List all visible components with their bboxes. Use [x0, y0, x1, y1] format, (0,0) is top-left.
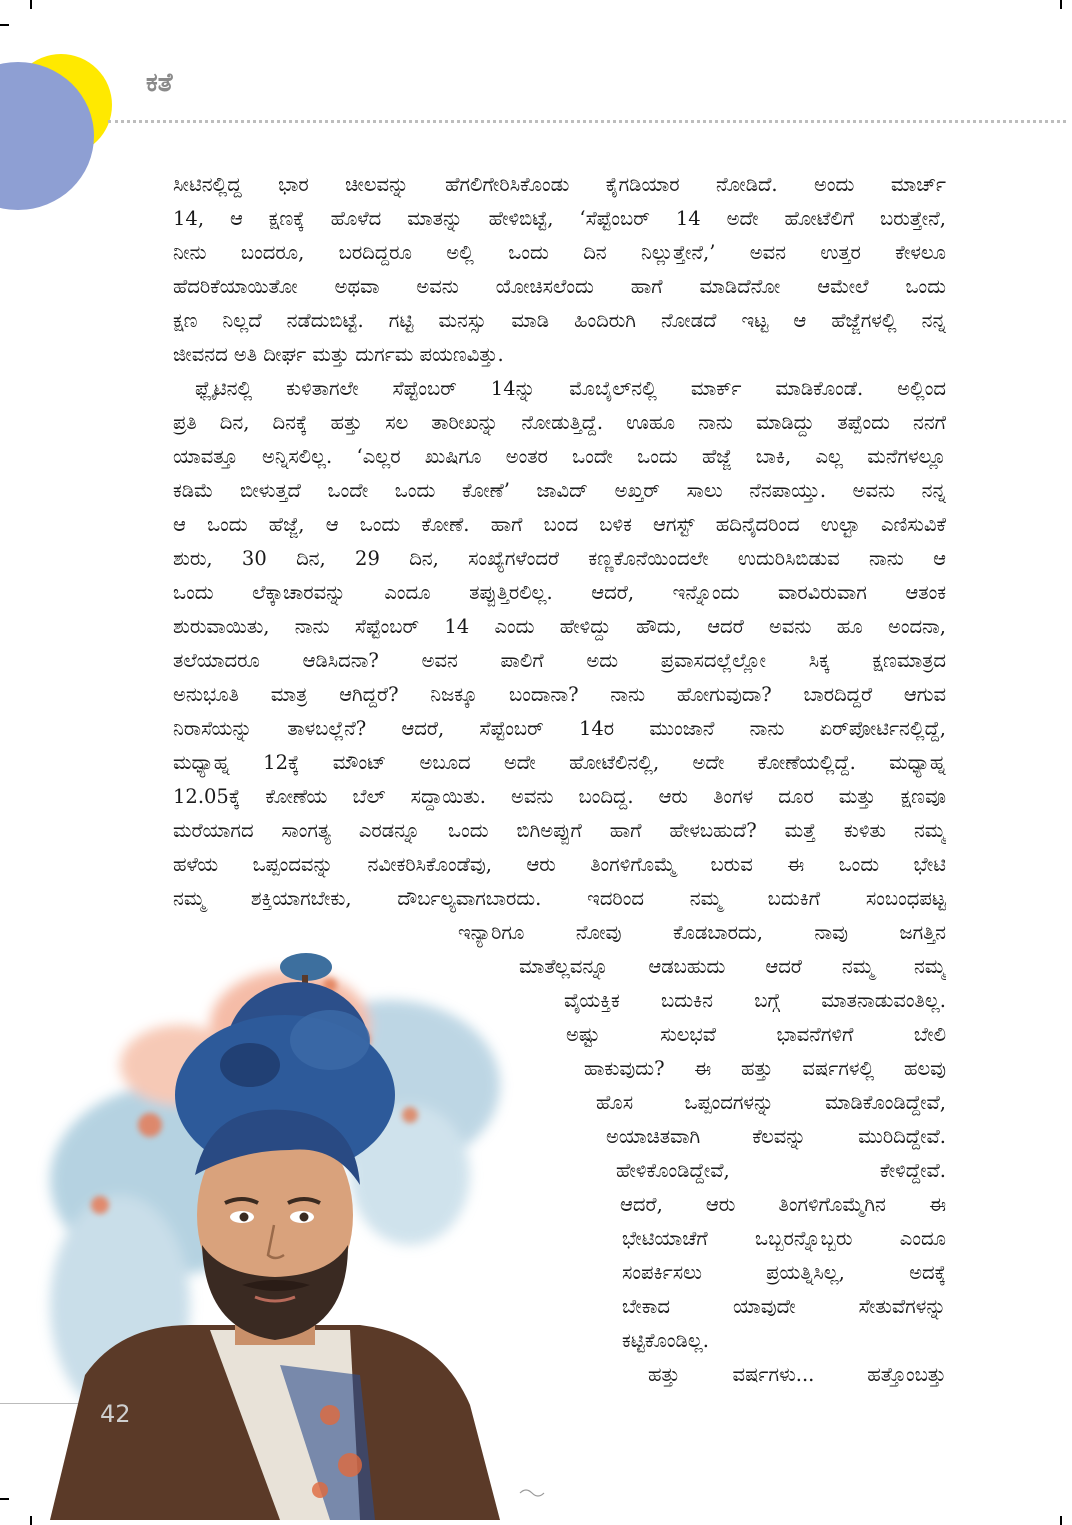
text-line: ಹಳೆಯ ಒಪ್ಪಂದವನ್ನು ನವೀಕರಿಸಿಕೊಂಡೆವು, ಆರು ತಿಂಗಳಿಗೊಮ್ಮೆ ಬರುವ ಈ ಒಂದು ಭೇಟಿ: [173, 853, 946, 876]
crop-mark: [1060, 0, 1062, 9]
wrap-text-line: ಹೊಸ ಒಪ್ಪಂದಗಳನ್ನು ಮಾಡಿಕೊಂಡಿದ್ದೇವೆ,: [596, 1091, 946, 1114]
text-line: ನಿರಾಸೆಯನ್ನು ತಾಳಬಲ್ಲೆನೆ? ಆದರೆ, ಸೆಪ್ಟೆಂಬರ್ 14ರ ಮುಂಜಾನೆ ನಾನು ಏರ್‌ಪೋರ್ಟಿನಲ್ಲಿದ್ದೆ,: [173, 717, 946, 740]
dotted-divider: [108, 120, 1066, 123]
wrap-text-line: ಹತ್ತು ವರ್ಷಗಳು... ಹತ್ತೊಂಬತ್ತು: [648, 1363, 946, 1386]
text-line: ನೀನು ಬಂದರೂ, ಬರದಿದ್ದರೂ ಅಲ್ಲಿ ಒಂದು ದಿನ ನಿಲ್ಲುತ್ತೇನೆ,’ ಅವನ ಉತ್ತರ ಕೇಳಲೂ: [173, 241, 946, 264]
text-line: ಒಂದು ಲೆಕ್ಕಾಚಾರವನ್ನು ಎಂದೂ ತಪ್ಪುತ್ತಿರಲಿಲ್ಲ. ಆದರೆ, ಇನ್ನೊಂದು ವಾರವಿರುವಾಗ ಆತಂಕ: [173, 581, 946, 604]
wrap-text-line: ಆದರೆ, ಆರು ತಿಂಗಳಿಗೊಮ್ಮೆಗಿನ ಈ: [620, 1193, 946, 1216]
text-line: ಮರೆಯಾಗದ ಸಾಂಗತ್ಯ ಎರಡನ್ನೂ ಒಂದು ಬಿಗಿಅಪ್ಪುಗೆ ಹಾಗೆ ಹೇಳಬಹುದೆ? ಮತ್ತೆ ಕುಳಿತು ನಮ್ಮ: [173, 819, 946, 842]
wrap-text-line: ಹಾಕುವುದು? ಈ ಹತ್ತು ವರ್ಷಗಳಲ್ಲಿ ಹಲವು: [584, 1057, 946, 1080]
text-line: ಯಾವತ್ತೂ ಅನ್ನಿಸಲಿಲ್ಲ. ‘ಎಲ್ಲರ ಖುಷಿಗೂ ಅಂತರ ಒಂದೇ ಒಂದು ಹೆಜ್ಜೆ ಬಾಕಿ, ಎಲ್ಲ ಮನೆಗಳಲ್ಲೂ: [173, 445, 946, 468]
page-number: 42: [100, 1400, 131, 1428]
wrap-text-line: ಬೇಕಾದ ಯಾವುದೇ ಸೇತುವೆಗಳನ್ನು: [622, 1295, 946, 1318]
text-line: ಕಡಿಮೆ ಬೀಳುತ್ತದೆ ಒಂದೇ ಒಂದು ಕೋಣೆ’ ಜಾವಿದ್ ಅಖ್ತರ್ ಸಾಲು ನೆನಪಾಯ್ತು. ಅವನು ನನ್ನ: [173, 479, 946, 502]
text-line: ಪ್ರತಿ ದಿನ, ದಿನಕ್ಕೆ ಹತ್ತು ಸಲ ತಾರೀಖನ್ನು ನೋಡುತ್ತಿದ್ದೆ. ಊಹೂ ನಾನು ಮಾಡಿದ್ದು ತಪ್ಪೆಂದು ನನಗೆ: [173, 411, 946, 434]
portrait-illustration: [30, 945, 565, 1520]
crop-mark: [0, 1498, 9, 1500]
wrap-text-line: ಕಟ್ಟಿಕೊಂಡಿಲ್ಲ.: [622, 1329, 709, 1352]
text-line: ಸೀಟಿನಲ್ಲಿದ್ದ ಭಾರ ಚೀಲವನ್ನು ಹೆಗಲಿಗೇರಿಸಿಕೊಂಡು ಕೈಗಡಿಯಾರ ನೋಡಿದೆ. ಅಂದು ಮಾರ್ಚ್: [173, 173, 946, 196]
text-line: 14, ಆ ಕ್ಷಣಕ್ಕೆ ಹೊಳೆದ ಮಾತನ್ನು ಹೇಳಿಬಿಟ್ಟೆ, ‘ಸೆಪ್ಟೆಂಬರ್ 14 ಅದೇ ಹೋಟೆಲಿಗೆ ಬರುತ್ತೇನೆ,: [173, 207, 946, 230]
text-line: ಕ್ಷಣ ನಿಲ್ಲದೆ ನಡೆದುಬಿಟ್ಟೆ. ಗಟ್ಟಿ ಮನಸ್ಸು ಮಾಡಿ ಹಿಂದಿರುಗಿ ನೋಡದೆ ಇಟ್ಟ ಆ ಹೆಜ್ಜೆಗಳಲ್ಲಿ ನನ್ನ: [173, 309, 946, 332]
text-line: ಆ ಒಂದು ಹೆಜ್ಜೆ, ಆ ಒಂದು ಕೋಣೆ. ಹಾಗೆ ಬಂದ ಬಳಿಕ ಆಗಸ್ಟ್ ಹದಿನೈದರಿಂದ ಉಲ್ಟಾ ಎಣಿಸುವಿಕೆ: [173, 513, 946, 536]
story-text: [173, 168, 946, 916]
text-line: ಜೀವನದ ಅತಿ ದೀರ್ಘ ಮತ್ತು ದುರ್ಗಮ ಪಯಣವಿತ್ತು.: [173, 343, 504, 366]
text-line: ಅನುಭೂತಿ ಮಾತ್ರ ಆಗಿದ್ದರೆ? ನಿಜಕ್ಕೂ ಬಂದಾನಾ? ನಾನು ಹೋಗುವುದಾ? ಬಾರದಿದ್ದರೆ ಆಗುವ: [173, 683, 946, 706]
wrap-text-line: ಹೇಳಿಕೊಂಡಿದ್ದೇವೆ, ಕೇಳಿದ್ದೇವೆ.: [616, 1159, 946, 1182]
crop-mark: [1060, 1516, 1062, 1525]
wrap-text-line: ಅಯಾಚಿತವಾಗಿ ಕೆಲವನ್ನು ಮುರಿದಿದ್ದೇವೆ.: [606, 1125, 946, 1148]
wrap-text-line: ಅಷ್ಟು ಸುಲಭವೆ ಭಾವನೆಗಳಿಗೆ ಬೇಲಿ: [566, 1023, 946, 1046]
text-line: ಫ್ಲೈಟಿನಲ್ಲಿ ಕುಳಿತಾಗಲೇ ಸೆಪ್ಟೆಂಬರ್ 14ನ್ನು ಮೊಬೈಲ್‌ನಲ್ಲಿ ಮಾರ್ಕ್ ಮಾಡಿಕೊಂಡೆ. ಅಲ್ಲಿಂದ: [195, 377, 946, 400]
text-line: 12.05ಕ್ಕೆ ಕೋಣೆಯ ಬೆಲ್ ಸದ್ದಾಯಿತು. ಅವನು ಬಂದಿದ್ದ. ಆರು ತಿಂಗಳ ದೂರ ಮತ್ತು ಕ್ಷಣವೂ: [173, 785, 946, 808]
text-line: ಶುರುವಾಯಿತು, ನಾನು ಸೆಪ್ಟೆಂಬರ್ 14 ಎಂದು ಹೇಳಿದ್ದು ಹೌದು, ಆದರೆ ಅವನು ಹೂ ಅಂದನಾ,: [173, 615, 946, 638]
wrap-text-line: ವೈಯಕ್ತಿಕ ಬದುಕಿನ ಬಗ್ಗೆ ಮಾತನಾಡುವಂತಿಲ್ಲ.: [564, 989, 946, 1012]
text-line: ನಮ್ಮ ಶಕ್ತಿಯಾಗಬೇಕು, ದೌರ್ಬಲ್ಯವಾಗಬಾರದು. ಇದರಿಂದ ನಮ್ಮ ಬದುಕಿಗೆ ಸಂಬಂಧಪಟ್ಟ: [173, 887, 946, 910]
wrap-text-line: ಸಂಪರ್ಕಿಸಲು ಪ್ರಯತ್ನಿಸಿಲ್ಲ, ಅದಕ್ಕೆ: [622, 1261, 946, 1284]
text-line: ಹೆದರಿಕೆಯಾಯಿತೋ ಅಥವಾ ಅವನು ಯೋಚಿಸಲೆಂದು ಹಾಗೆ ಮಾಡಿದೆನೋ ಆಮೇಲೆ ಒಂದು: [173, 275, 946, 298]
text-line: ಶುರು, 30 ದಿನ, 29 ದಿನ, ಸಂಖ್ಯೆಗಳೆಂದರೆ ಕಣ್ಣಕೊನೆಯಿಂದಲೇ ಉದುರಿಸಿಬಿಡುವ ನಾನು ಆ: [173, 547, 946, 570]
crop-mark: [0, 24, 9, 26]
crop-mark: [30, 0, 32, 9]
wrap-text-line: ಇನ್ಯಾರಿಗೂ ನೋವು ಕೊಡಬಾರದು, ನಾವು ಜಗತ್ತಿನ: [458, 921, 946, 944]
text-line: ಮಧ್ಯಾಹ್ನ 12ಕ್ಕೆ ಮೌಂಟ್ ಅಬೂದ ಅದೇ ಹೋಟೆಲಿನಲ್ಲಿ, ಅದೇ ಕೋಣೆಯಲ್ಲಿದ್ದೆ. ಮಧ್ಯಾಹ್ನ: [173, 751, 946, 774]
section-title: ಕತೆ: [146, 68, 173, 98]
wrap-text-line: ಭೇಟಿಯಾಚೆಗೆ ಒಬ್ಬರನ್ನೊಬ್ಬರು ಎಂದೂ: [622, 1227, 946, 1250]
text-line: ತಲೆಯಾದರೂ ಆಡಿಸಿದನಾ? ಅವನ ಪಾಲಿಗೆ ಅದು ಪ್ರವಾಸದಲ್ಲೆಲ್ಲೋ ಸಿಕ್ಕ ಕ್ಷಣಮಾತ್ರದ: [173, 649, 946, 672]
wrap-text-line: ಮಾತೆಲ್ಲವನ್ನೂ ಆಡಬಹುದು ಆದರೆ ನಮ್ಮ ನಮ್ಮ: [519, 955, 946, 978]
